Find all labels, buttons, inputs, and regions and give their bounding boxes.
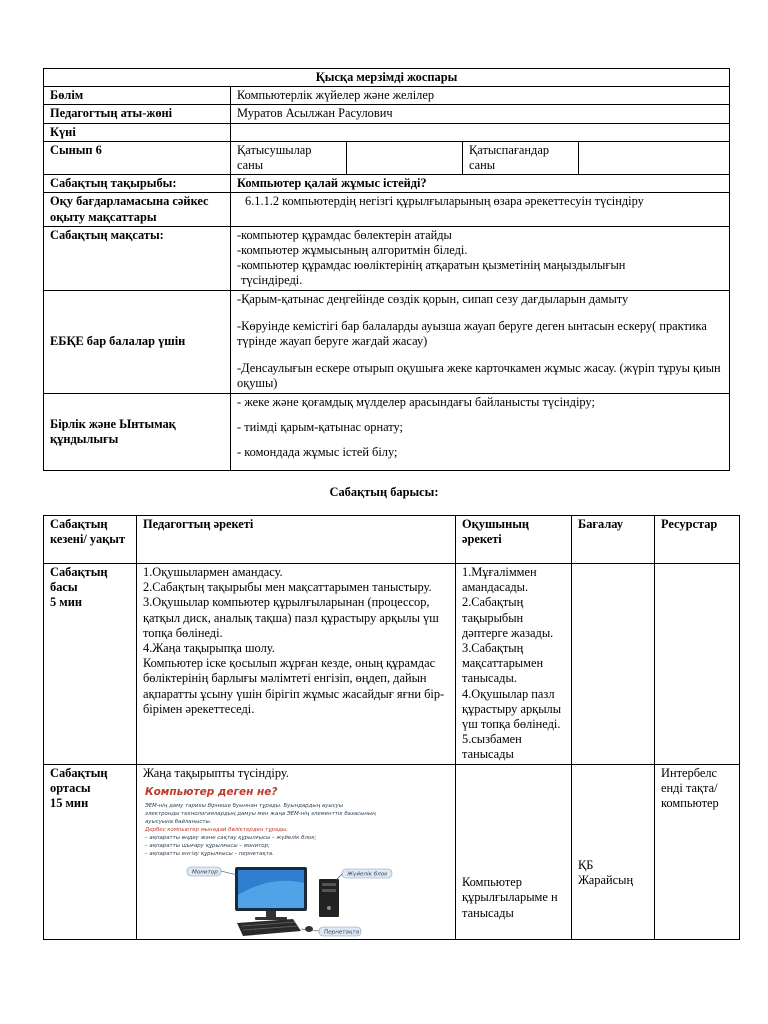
teacher-value: Муратов Асылжан Расулович [231,105,730,123]
monitor-icon [235,867,307,920]
sen-label: ЕБҚЕ бар балалар үшін [44,290,231,393]
values-item: - тиімді қарым-қатынас орнату; [237,419,403,434]
lesson-flow-heading: Сабақтың барысы: [329,485,439,499]
student-action-start [456,564,572,765]
assessment-middle: ҚБ Жарайсың [572,764,655,939]
teacher-action-header: Педагогтың әрекеті [137,516,456,564]
sen-item: -Денсаулығын ескере отырып оқушыға жеке карточкамен жұмыс жасау. (жүріп тұруы қиын оқушы) [237,361,721,391]
student-step: 4.Оқушылар пазл құрастыру арқылы үш топқа бөлінеді. [462,686,562,732]
slide-line: ЭЕМ-нің даму тарихы бірнеше буыннан тұрады. Буындардың ауысуы [145,802,344,809]
lesson-flow-table [43,515,740,940]
goals-label: Сабақтың мақсаты: [44,226,231,290]
student-action-middle: Компьютер құрылғыларыме н танысады [456,764,572,939]
stage-name: ортасы [50,780,91,795]
stage-time: 5 мин [50,595,83,610]
slide-line: – ақпаратты өңдеу және сақтау құрылғысы – жүйелік блок; [145,834,317,841]
stage-name: Сабақтың [50,565,108,579]
goal-line: -компьютер жұмысының алгоритмін біледі. [237,243,468,258]
objectives-value: 6.1.1.2 компьютердің негізгі құрылғыларының өзара әрекеттесуін түсіндіру [231,193,730,226]
teacher-step: 4.Жаңа тақырыпқа шолу. [143,641,275,656]
assessment-start [572,564,655,765]
keyboard-icon [237,919,313,936]
teacher-label: Педагогтың аты-жөні [44,105,231,123]
stage-name: Сабақтың [50,765,108,780]
teacher-action-start [137,564,456,765]
section-value: Компьютерлік жүйелер және желілер [231,87,730,105]
teacher-step: 3.Оқушылар компьютер құрылғыларынан (процессор, қатқыл диск, аналық тақша) пазл құрастыру арқылы үш топқа бөлінеді. [143,595,439,640]
values-label: Бірлік және Ынтымақ құндылығы [44,393,231,471]
student-step: 3.Сабақтың мақсаттарымен танысады. [462,641,544,686]
student-action-header: Оқушының әрекеті [456,516,572,564]
stage-middle-cell [44,764,137,939]
resources-start [655,564,740,765]
stage-start-cell [44,564,137,765]
stage-time: 15 мин [50,796,89,811]
date-label: Күні [44,123,231,141]
goals-cell [231,226,730,290]
sen-item: -Қарым-қатынас деңгейінде сөздік қорын, сипап сезу дағдыларын дамыту [237,291,629,306]
goal-line: -компьютер құрамдас юөліктерінің атқаратын қызметінің маңыздылығын [237,258,626,273]
present-value [347,141,463,174]
values-cell [231,393,730,471]
stage-header: Сабақтың кезені/ уақыт [44,516,137,564]
teacher-step: Компьютер іске қосылып жұрған кезде, оның құрамдас бөліктерінің барлығы мәлімтеті енгізіп, өңдеп, дайын ақпаратты ұсыну үшін бірігіп жұмыс жасайдығ яғни бір-бірімен әрекеттеседі. [143,656,445,716]
date-value [231,123,730,141]
present-label: Қатысушылар саны [231,141,347,174]
system-unit-icon [319,879,339,917]
assessment-header: Бағалау [572,516,655,564]
keyboard-label: Пернетақта [324,929,360,936]
student-step: 5.сызбамен танысады [462,732,522,762]
section-label: Бөлім [44,87,231,105]
goal-line: -компьютер құрамдас бөлектерін атайды [237,227,452,242]
student-step: 2.Сабақтың тақырыбын дәптерге жазады. [462,595,554,640]
plan-title: Қысқа мерзімді жоспары [44,69,730,87]
slide-line: Дербес компьютер мынадай бөліктерден тұрады: [145,826,288,833]
values-item: - жеке және қоғамдық мүлделер арасындағы байланысты түсіндіру; [237,394,595,409]
teacher-action-middle [137,764,456,939]
objectives-label: Оқу бағдарламасына сәйкес оқыту мақсаттары [44,193,231,226]
goal-line: түсіндіреді. [241,273,303,288]
system-unit-label: Жүйелік блок [347,871,388,878]
absent-label: Қатыспағандар саны [463,141,579,174]
sen-item: -Көруінде кемістігі бар балаларды ауызша жауап беруге деген ынтасын ескеру( практика түрінде жауап беруге жағдай жасау) [237,318,707,349]
computer-slide-image [143,783,415,938]
topic-value: Компьютер қалай жұмыс істейді? [231,175,730,193]
slide-line: электронды технологиялардың дамуы мен жаңа ЭЕМ-нің элементтік базасының [145,810,376,817]
slide-title: Компьютер деген не? [145,785,278,798]
topic-label: Сабақтың тақырыбы: [44,175,231,193]
teacher-step: 1.Оқушылармен амандасу. [143,565,283,579]
student-step: 1.Мұғаліммен амандасады. [462,565,537,595]
teacher-step: 2.Сабақтың тақырыбы мен мақсаттарымен таныстыру. [143,580,432,595]
slide-line: – ақпаратты енгізу құрылғысы – пернетақта. [145,850,274,857]
resources-middle: Интербелс енді тақта/ компьютер [655,764,740,939]
teacher-step: Жаңа тақырыпты түсіндіру. [143,765,289,780]
slide-line: ауысуына байланысты. [145,818,212,825]
absent-value [579,141,730,174]
values-item: - комондада жұмыс істей білу; [237,445,398,460]
slide-line: – ақпаратты шығару құрылғысы – монитор; [145,842,270,849]
lesson-plan-table [43,68,730,471]
monitor-label: Монитор [192,869,218,876]
resources-header: Ресурстар [655,516,740,564]
sen-cell [231,290,730,393]
stage-name: басы [50,580,78,595]
class-label: Сынып 6 [44,141,231,174]
